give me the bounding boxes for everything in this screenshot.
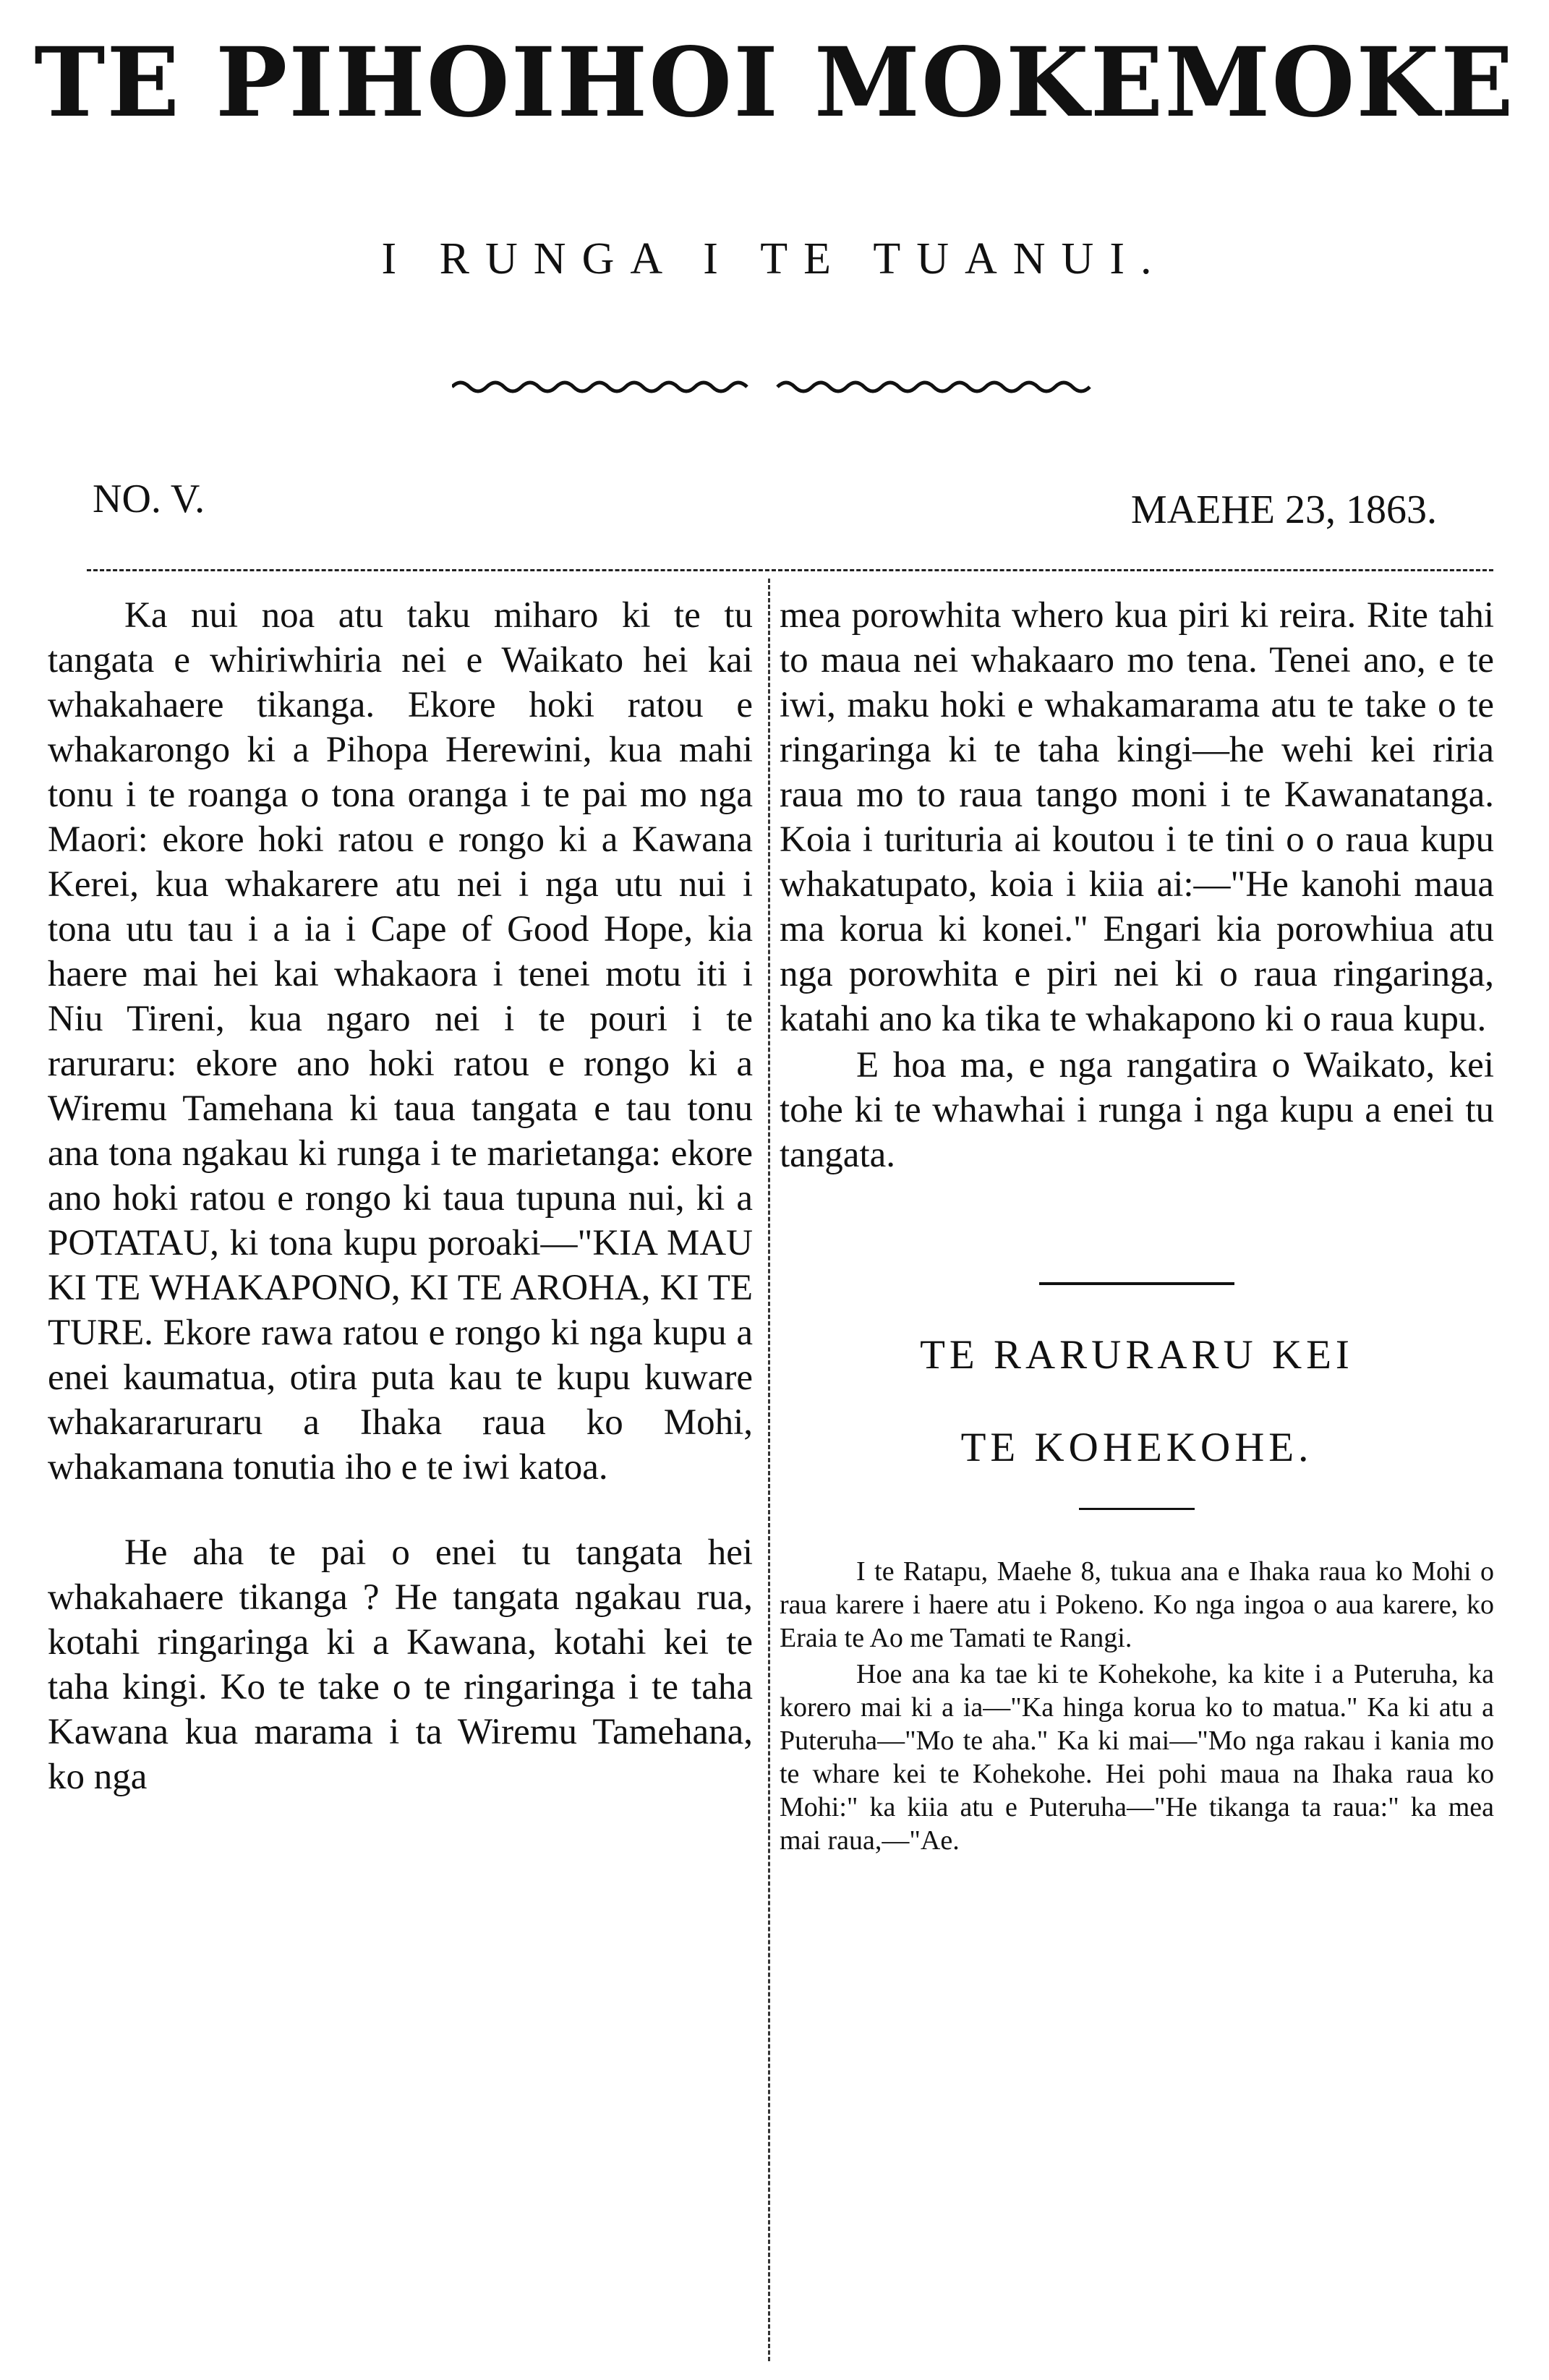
right-paragraph-1: mea porowhita whero kua piri ki reira. Rite tahi to maua nei whakaaro mo tena. Tenei ano, e te iwi, maku hoki e whakamarama atu te take o te ringaringa ki te taha kingi—he wehi kei riria raua mo to raua tango moni i te Kawanatanga. Koia i turituria ai koutou i te tini o o raua kupu whakatupato, koia i kiia ai:—"He kanohi maua ma korua ki konei." Engari kia porowhiua atu nga porowhita e piri nei ki o raua ringaringa, katahi ano ka tika te whakapono ki o raua kupu.	[780, 595, 1494, 1039]
small-paragraph-1: I te Ratapu, Maehe 8, tukua ana e Ihaka raua ko Mohi o raua karere i haere atu i Pokeno. Ko nga ingoa o aua karere, ko Eraia te Ao me Tamati te Rangi.	[780, 1556, 1494, 1653]
right-column	[780, 593, 1494, 1857]
section-heading-line-1: TE RARURARU KEI	[920, 1332, 1354, 1378]
header-rule	[87, 569, 1493, 571]
left-paragraph-2: He aha te pai o enei tu tangata hei whakahaere tikanga ? He tangata ngakau rua, kotahi ringaringa ki a Kawana, kotahi kei te taha kingi. Ko te take o te ringaringa i te taha Kawana kua marama i ta Wiremu Tamehana, ko nga	[48, 1532, 753, 1797]
issue-number: NO. V.	[93, 477, 205, 521]
left-paragraph-1: Ka nui noa atu taku miharo ki te tu tangata e whiriwhiria nei e Waikato hei kai whakahaere tikanga. Ekore hoki ratou e whakarongo ki a Pihopa Herewini, kua mahi tonu i te roanga o tona oranga i te pai mo nga Maori: ekore hoki ratou e rongo ki a Kawana Kerei, kua whakarere atu nei i nga utu nui i tona utu tau i a ia i Cape of Good Hope, kia haere mai hei kai whakaora i tenei motu iti i Niu Tireni, kua ngaro nei i te pouri i te raruraru: ekore ano hoki ratou e rongo ki a Wiremu Tamehana ki taua tangata e tau tonu ana tona ngakau ki runga i te marietanga: ekore ano hoki ratou e rongo ki taua tupuna nui, ki a POTATAU, ki tona kupu poroaki—"KIA MAU KI TE WHAKAPONO, KI TE AROHA, KI TE TURE. Ekore rawa ratou e rongo ki nga kupu a enei kaumatua, otira puta kau te kupu kuware whakararuraru a Ihaka raua ko Mohi, whakamana tonutia iho e te iwi katoa.	[48, 595, 753, 1488]
column-divider	[768, 579, 770, 2361]
section-heading-line-2: TE KOHEKOHE.	[960, 1425, 1313, 1470]
masthead-title: TE PIHOIHOI MOKEMOKE	[34, 27, 1515, 139]
right-paragraph-2: E hoa ma, e nga rangatira o Waikato, kei tohe ki te whawhai i runga i nga kupu a enei tu tangata.	[780, 1045, 1494, 1175]
issue-date: MAEHE 23, 1863.	[1130, 487, 1437, 532]
section-rule	[1039, 1282, 1234, 1285]
decorative-wavy-rule	[452, 376, 1103, 398]
masthead-subtitle: I RUNGA I TE TUANUI.	[381, 234, 1168, 283]
heading-underline	[1079, 1508, 1195, 1510]
small-paragraph-2: Hoe ana ka tae ki te Kohekohe, ka kite i a Puteruha, ka korero mai ki a ia—"Ka hinga korua ko to matua." Ka ki atu a Puteruha—"Mo te aha." Ka ki mai—"Mo nga rakau i kania mo te whare kei te Kohekohe. Hei pohi maua na Ihaka raua ko Mohi:" ka kiia atu e Puteruha—"He tikanga ta raua:" ka mea mai raua,—"Ae.	[780, 1659, 1494, 1856]
left-column	[48, 593, 753, 1799]
